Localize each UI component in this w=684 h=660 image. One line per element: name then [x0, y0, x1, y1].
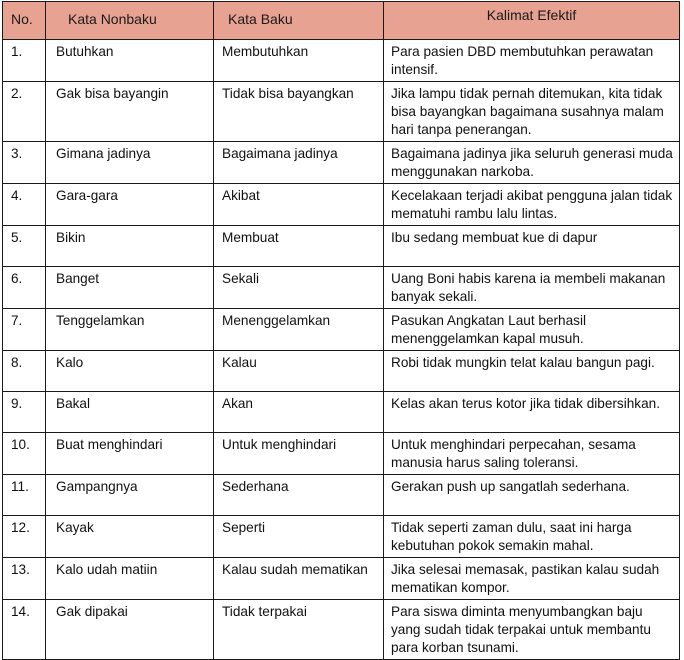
- cell-kata-nonbaku: Gara-gara: [46, 184, 214, 226]
- table-body: [3, 40, 680, 660]
- cell-kalimat-efektif: Para pasien DBD membutuhkan perawatan intensif.: [384, 40, 680, 82]
- table-row: [3, 433, 680, 475]
- cell-kata-baku: Seperti: [214, 516, 384, 558]
- cell-no: 10.: [3, 433, 46, 475]
- cell-kalimat-efektif: Kelas akan terus kotor jika tidak dibersihkan.: [384, 392, 680, 433]
- cell-kata-nonbaku: Tenggelamkan: [46, 309, 214, 351]
- cell-no: 12.: [3, 516, 46, 558]
- cell-kalimat-efektif: Robi tidak mungkin telat kalau bangun pagi.: [384, 351, 680, 392]
- header-kata-nonbaku: Kata Nonbaku: [46, 2, 214, 40]
- vocabulary-table: [2, 1, 680, 660]
- cell-kalimat-efektif: Untuk menghindari perpecahan, sesama manusia harus saling toleransi.: [384, 433, 680, 475]
- cell-kata-baku: Tidak bisa bayangkan: [214, 82, 384, 142]
- cell-kalimat-efektif: Uang Boni habis karena ia membeli makanan banyak sekali.: [384, 267, 680, 309]
- cell-kata-nonbaku: Gak dipakai: [46, 600, 214, 660]
- cell-kata-nonbaku: Butuhkan: [46, 40, 214, 82]
- cell-kata-nonbaku: Gampangnya: [46, 475, 214, 516]
- cell-kata-baku: Membutuhkan: [214, 40, 384, 82]
- cell-kata-nonbaku: Kayak: [46, 516, 214, 558]
- cell-kata-baku: Menenggelamkan: [214, 309, 384, 351]
- table-row: [3, 40, 680, 82]
- table-row: [3, 392, 680, 433]
- vocabulary-table-container: [2, 1, 679, 660]
- cell-kata-baku: Bagaimana jadinya: [214, 142, 384, 184]
- cell-no: 1.: [3, 40, 46, 82]
- table-header: [3, 2, 680, 40]
- table-row: [3, 600, 680, 660]
- cell-kalimat-efektif: Para siswa diminta menyumbangkan baju yang sudah tidak terpakai untuk membantu para korban tsunami.: [384, 600, 680, 660]
- cell-kata-baku: Sederhana: [214, 475, 384, 516]
- cell-no: 8.: [3, 351, 46, 392]
- cell-no: 5.: [3, 226, 46, 267]
- header-no: No.: [3, 2, 46, 40]
- cell-kalimat-efektif: Kecelakaan terjadi akibat pengguna jalan tidak mematuhi rambu lalu lintas.: [384, 184, 680, 226]
- cell-kata-baku: Kalau sudah mematikan: [214, 558, 384, 600]
- table-row: [3, 351, 680, 392]
- cell-no: 11.: [3, 475, 46, 516]
- cell-kata-baku: Kalau: [214, 351, 384, 392]
- header-row: [3, 2, 680, 40]
- cell-kata-nonbaku: Kalo udah matiin: [46, 558, 214, 600]
- table-row: [3, 267, 680, 309]
- table-row: [3, 142, 680, 184]
- cell-no: 13.: [3, 558, 46, 600]
- cell-kata-baku: Akan: [214, 392, 384, 433]
- cell-kata-nonbaku: Bakal: [46, 392, 214, 433]
- cell-kata-nonbaku: Gimana jadinya: [46, 142, 214, 184]
- cell-kata-baku: Akibat: [214, 184, 384, 226]
- cell-kata-nonbaku: Kalo: [46, 351, 214, 392]
- cell-kalimat-efektif: Pasukan Angkatan Laut berhasil menenggelamkan kapal musuh.: [384, 309, 680, 351]
- table-row: [3, 475, 680, 516]
- table-row: [3, 516, 680, 558]
- header-kalimat-efektif: Kalimat Efektif: [384, 2, 680, 40]
- cell-kalimat-efektif: Gerakan push up sangatlah sederhana.: [384, 475, 680, 516]
- cell-kalimat-efektif: Bagaimana jadinya jika seluruh generasi muda menggunakan narkoba.: [384, 142, 680, 184]
- table-row: [3, 226, 680, 267]
- cell-kata-baku: Tidak terpakai: [214, 600, 384, 660]
- cell-kata-baku: Untuk menghindari: [214, 433, 384, 475]
- cell-kalimat-efektif: Jika lampu tidak pernah ditemukan, kita tidak bisa bayangkan bagaimana susahnya malam hari tanpa penerangan.: [384, 82, 680, 142]
- cell-kalimat-efektif: Jika selesai memasak, pastikan kalau sudah mematikan kompor.: [384, 558, 680, 600]
- table-row: [3, 309, 680, 351]
- cell-kalimat-efektif: Ibu sedang membuat kue di dapur: [384, 226, 680, 267]
- table-row: [3, 558, 680, 600]
- cell-kata-nonbaku: Buat menghindari: [46, 433, 214, 475]
- cell-no: 2.: [3, 82, 46, 142]
- table-row: [3, 82, 680, 142]
- header-kata-baku: Kata Baku: [214, 2, 384, 40]
- cell-kalimat-efektif: Tidak seperti zaman dulu, saat ini harga kebutuhan pokok semakin mahal.: [384, 516, 680, 558]
- cell-no: 7.: [3, 309, 46, 351]
- cell-kata-baku: Sekali: [214, 267, 384, 309]
- cell-no: 9.: [3, 392, 46, 433]
- cell-no: 4.: [3, 184, 46, 226]
- cell-no: 14.: [3, 600, 46, 660]
- cell-kata-nonbaku: Banget: [46, 267, 214, 309]
- table-row: [3, 184, 680, 226]
- cell-kata-baku: Membuat: [214, 226, 384, 267]
- cell-kata-nonbaku: Gak bisa bayangin: [46, 82, 214, 142]
- cell-kata-nonbaku: Bikin: [46, 226, 214, 267]
- cell-no: 3.: [3, 142, 46, 184]
- cell-no: 6.: [3, 267, 46, 309]
